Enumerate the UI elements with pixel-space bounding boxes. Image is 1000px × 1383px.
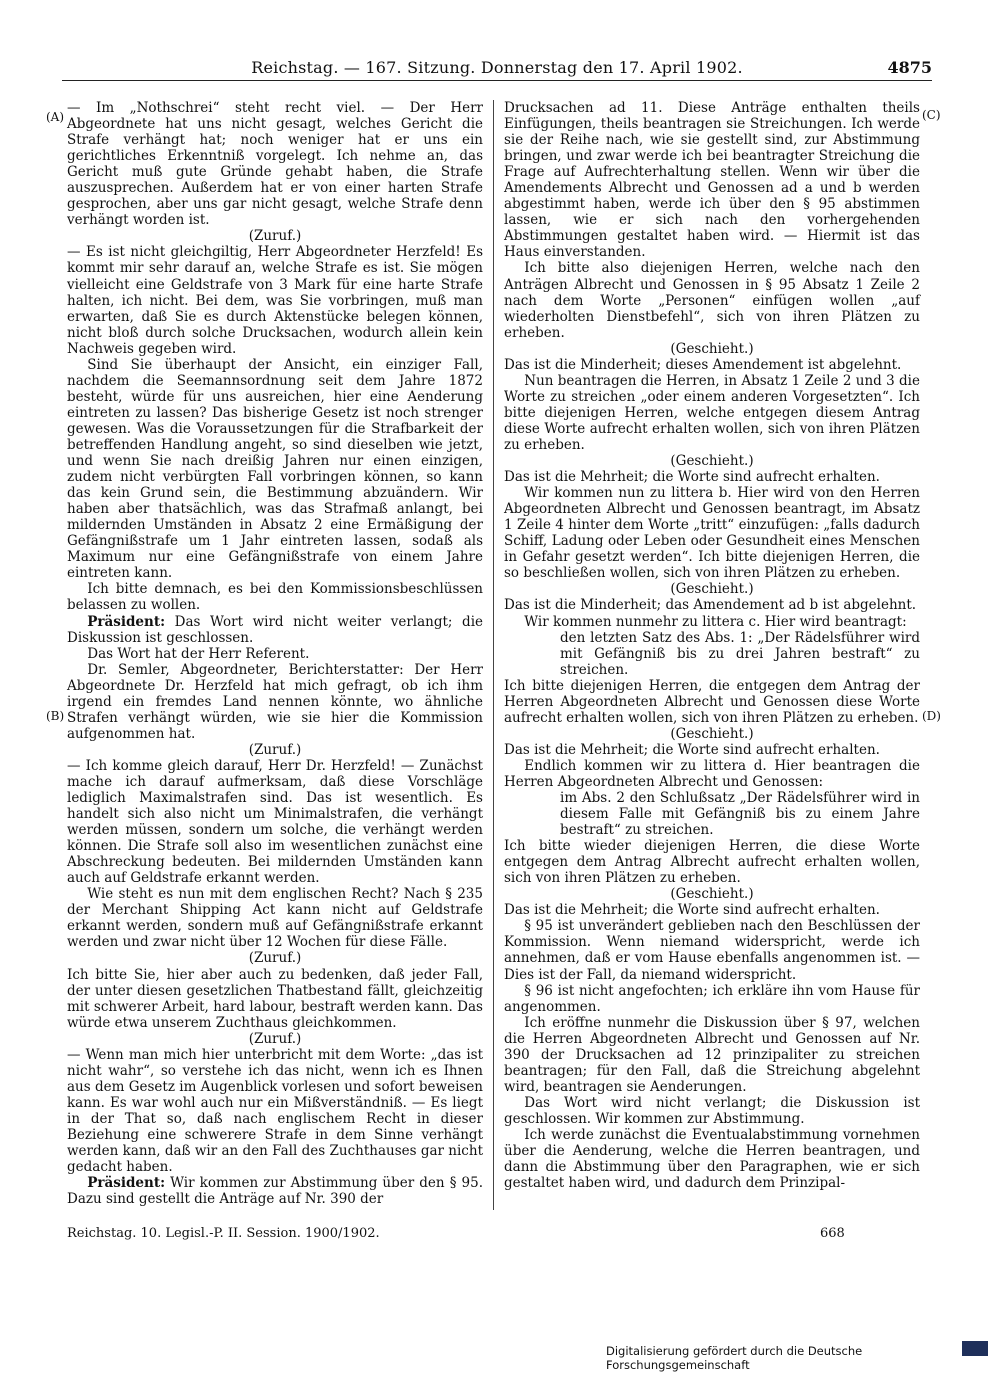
dfg-logo xyxy=(962,1341,988,1356)
paragraph xyxy=(67,244,483,356)
paragraph xyxy=(67,758,483,886)
paragraph-text: Ich werde zunächst die Eventualabstimmung vornehmen über die Aenderung, welche die Herren beantragen, und dann die Abstimmung über den Paragraphen, wie er sich gestaltet haben wird, und dadurch dem Prinzipal- xyxy=(504,1127,920,1192)
paragraph-text: Wie steht es nun mit dem englischen Recht? Nach § 235 der Merchant Shipping Act kann nicht auf Geldstrafe erkannt werden, sondern muß auf Gefängnißstrafe erkannt werden und zwar nicht über 12 Wochen für diese Fälle. xyxy=(67,886,483,951)
paragraph xyxy=(504,357,920,373)
paragraph-text: Ich bitte also diejenigen Herren, welche nach den Anträgen Albrecht und Genossen in § 95 Absatz 1 Zeile 2 nach dem Worte „Personen“ einfügen wollen „auf wiederholten Dienstbefehl“, sich von ihren Plätzen zu erheben. xyxy=(504,260,920,341)
paragraph-text: (Geschieht.) xyxy=(670,886,754,903)
paragraph-text: — Ich komme gleich darauf, Herr Dr. Herzfeld! — Zunächst mache ich darauf aufmerksam, daß diese Vorschläge lediglich Maximalstrafen sind. Das ist wesentlich. Es handelt sich also nicht um Minimalstrafen, die verhängt werden müssen, sondern um solche, die verhängt werden können. Die Strafe soll also im wesentlichen zunächst eine Abschreckung bedeuten. Bei mildernden Umständen kann auch auf Geldstrafe erkannt werden. xyxy=(67,757,483,887)
right-text-column xyxy=(504,100,920,1191)
paragraph-text: (Zuruf.) xyxy=(248,1030,302,1047)
paragraph xyxy=(67,228,483,244)
paragraph-text: (Geschieht.) xyxy=(670,725,754,742)
paragraph-text: Das Wort hat der Herr Referent. xyxy=(87,645,310,662)
paragraph xyxy=(67,614,483,646)
footer-sheet-number: 668 xyxy=(820,1226,845,1241)
paragraph xyxy=(504,373,920,453)
paragraph-text: — Es ist nicht gleichgiltig, Herr Abgeordneter Herzfeld! Es kommt mir sehr darauf an, welche Strafe es ist. Sie mögen vielleicht eine Geldstrafe von 3 Mark für eine harte Strafe halten, ich nicht. Bei dem, was Sie vorbringen, muß man erwarten, daß Sie es durch Aktenstücke belegen können, nicht bloß durch solche Drucksachen, wodurch allein kein Nachweis gegeben wird. xyxy=(67,244,483,357)
paragraph xyxy=(504,453,920,469)
paragraph xyxy=(67,357,483,582)
paragraph xyxy=(67,950,483,966)
paragraph xyxy=(504,838,920,886)
paragraph xyxy=(504,260,920,340)
paragraph-text: (Zuruf.) xyxy=(248,228,302,245)
paragraph-text: Ich bitte Sie, hier aber auch zu bedenken, daß jeder Fall, der unter diesen gesetzlichen Thatbestand fällt, gleichzeitig mit schwerer Arbeit, hard labour, bestraft werden kann. Das würde etwa unserem Zuchthaus gleichkommen. xyxy=(67,966,483,1031)
paragraph-text: Das ist die Mehrheit; die Worte sind aufrecht erhalten. xyxy=(504,469,880,486)
paragraph-text: — Wenn man mich hier unterbricht mit dem Worte: „das ist nicht wahr“, so verstehe ich das nicht, wenn ich es Ihnen aus dem Gesetz im Augenblick vorlesen und sofort beweisen kann. Es war wohl auch nur ein Mißverständniß. — Es liegt in der That so, daß nach englischem Recht in dieser Beziehung eine schwerere Strafe in dem Sinne verhängt werden kann, daß wir an den Fall des Zuchthauses gar nicht gedacht haben. xyxy=(67,1046,483,1176)
paragraph-text: im Abs. 2 den Schlußsatz „Der Rädelsführer wird in diesem Falle mit Gefängniß bis zu einem Jahre bestraft“ zu streichen. xyxy=(560,790,920,839)
paragraph-text: Ich bitte demnach, es bei den Kommissionsbeschlüssen belassen zu wollen. xyxy=(67,581,483,614)
paragraph-text: Endlich kommen wir zu littera d. Hier beantragen die Herren Abgeordneten Albrecht und Genossen: xyxy=(504,757,920,790)
paragraph-text: § 95 ist unverändert geblieben nach den Beschlüssen der Kommission. Wenn niemand widerspricht, werde ich annehmen, daß er vom Hause ebenfalls angenommen ist. — Dies ist der Fall, da niemand widerspricht. xyxy=(504,918,920,983)
paragraph xyxy=(67,967,483,1031)
paragraph xyxy=(504,581,920,597)
paragraph xyxy=(504,742,920,758)
paragraph xyxy=(504,678,920,726)
paragraph xyxy=(504,983,920,1015)
paragraph xyxy=(560,790,920,838)
paragraph xyxy=(504,726,920,742)
paragraph xyxy=(67,1175,483,1207)
page-header xyxy=(62,58,932,81)
paragraph-text: (Zuruf.) xyxy=(248,950,302,967)
margin-marker-d: (D) xyxy=(922,709,941,723)
paragraph xyxy=(504,902,920,918)
paragraph-text: (Geschieht.) xyxy=(670,453,754,470)
paragraph xyxy=(67,100,483,228)
paragraph-text: Ich eröffne nunmehr die Diskussion über § 97, welchen die Herren Abgeordneten Albrecht und Genossen auf Nr. 390 der Drucksachen ad 12 prinzipaliter zu streichen beantragen; für den Fall, daß die Streichung abgelehnt wird, beantragen sie Aenderungen. xyxy=(504,1014,920,1095)
paragraph xyxy=(67,742,483,758)
paragraph xyxy=(67,886,483,950)
digitization-note: Digitalisierung gefördert durch die Deutsche Forschungsgemeinschaft xyxy=(606,1344,863,1372)
margin-marker-a: (A) xyxy=(46,110,65,124)
paragraph xyxy=(504,1095,920,1127)
paragraph-text: den letzten Satz des Abs. 1: „Der Rädelsführer wird mit Gefängniß bis zu drei Jahren bestraft“ zu streichen. xyxy=(560,629,920,678)
speaker-label: Präsident: xyxy=(87,1175,166,1192)
paragraph-text: Das ist die Mehrheit; die Worte sind aufrecht erhalten. xyxy=(504,902,880,919)
paragraph-text: Dr. Semler, Abgeordneter, Berichterstatter: Der Herr Abgeordnete Dr. Herzfeld hat mich gefragt, ob ich ihm irgend ein fremdes Land nennen könnte, wo ähnliche Strafen verhängt würden, wie sie hier die Kommission aufgenommen hat. xyxy=(67,661,483,742)
paragraph xyxy=(560,630,920,678)
paragraph xyxy=(504,597,920,613)
paragraph-text: Das Wort wird nicht weiter verlangt; die Diskussion ist geschlossen. xyxy=(67,613,483,646)
paragraph xyxy=(504,100,920,260)
paragraph-text: Ich bitte wieder diejenigen Herren, die diese Worte entgegen dem Antrag Albrecht aufrecht erhalten wollen, sich von ihren Plätzen zu erheben. xyxy=(504,838,920,887)
paragraph xyxy=(504,469,920,485)
paragraph-text: Das ist die Mehrheit; die Worte sind aufrecht erhalten. xyxy=(504,741,880,758)
paragraph-text: Wir kommen nunmehr zu littera c. Hier wird beantragt: xyxy=(524,613,907,630)
paragraph xyxy=(67,646,483,662)
paragraph-text: Das ist die Minderheit; dieses Amendement ist abgelehnt. xyxy=(504,356,902,373)
paragraph xyxy=(504,485,920,581)
margin-marker-c: (C) xyxy=(922,108,941,122)
header-title: Reichstag. — 167. Sitzung. Donnerstag den 17. April 1902. xyxy=(251,58,743,77)
paragraph xyxy=(504,614,920,630)
left-text-column xyxy=(67,100,483,1207)
paragraph-text: — Im „Nothschrei“ steht recht viel. — Der Herr Abgeordnete hat uns nicht gesagt, welches Gericht die Strafe verhängt hat; noch weniger hat er uns ein gerichtliches Erkenntniß vorgelegt. Ich nehme an, das Gericht muß gute Gründe gehabt haben, die Strafe auszusprechen. Außerdem hat er von einer harten Strafe gesprochen, aber uns gar nicht gesagt, welche Strafe denn verhängt worden ist. xyxy=(67,100,483,229)
paragraph-text: (Zuruf.) xyxy=(248,741,302,758)
paragraph-text: Das Wort wird nicht verlangt; die Diskussion ist geschlossen. Wir kommen zur Abstimmung. xyxy=(504,1094,920,1127)
paragraph-text: Sind Sie überhaupt der Ansicht, ein einziger Fall, nachdem die Seemannsordnung seit dem Jahre 1872 besteht, würde für uns ausreichen, hier eine Aenderung eintreten zu lassen? Das bisherige Gesetz ist noch strenger gewesen. Was die Voraussetzungen für die Strafbarkeit der betreffenden Handlung angeht, so sind dieselben wie jetzt, und wenn Sie nach dreißig Jahren nur einen einzigen, zudem nicht verbürgten Fall vorbringen können, so kann das kein Grund sein, die Bestimmung abzuändern. Wir haben aber thatsächlich, was das Strafmaß anlangt, bei mildernden Umständen in Absatz 2 eine Ermäßigung der Gefängnißstrafe um 1 Jahr eintreten lassen, sodaß als Maximum nur eine Gefängnißstrafe von einem Jahre eintreten kann. xyxy=(67,356,483,582)
paragraph xyxy=(504,341,920,357)
paragraph-text: Wir kommen nun zu littera b. Hier wird von den Herren Abgeordneten Albrecht und Genossen beantragt, im Absatz 1 Zeile 4 hinter dem Worte „tritt“ einzufügen: „falls dadurch Schiff, Ladung oder Leben oder Gesundheit eines Menschen in Gefahr gesetzt werden“. Ich bitte diejenigen Herren, die so beschließen wollen, sich von ihren Plätzen zu erheben. xyxy=(504,485,920,582)
paragraph xyxy=(504,886,920,902)
footer-session-info: Reichstag. 10. Legisl.-P. II. Session. 1900/1902. xyxy=(67,1226,380,1241)
paragraph-text: Drucksachen ad 11. Diese Anträge enthalten theils Einfügungen, theils beantragen sie Streichungen. Ich werde sie der Reihe nach, wie sie gestellt sind, zur Abstimmung bringen, und zwar werde ich bei beantragter Streichung die Frage auf Aufrechterhaltung stellen. Wenn wir über die Amendements Albrecht und Genossen ad a und b werden abgestimmt haben, werde ich über den § 95 abstimmen lassen, wie er sich nach den vorhergehenden Abstimmungen gestaltet haben wird. — Hiermit ist das Haus einverstanden. xyxy=(504,100,920,261)
paragraph-text: Das ist die Minderheit; das Amendement ad b ist abgelehnt. xyxy=(504,597,917,614)
column-divider xyxy=(493,100,494,1210)
paragraph xyxy=(67,662,483,742)
paragraph-text: Wir kommen zur Abstimmung über den § 95. Dazu sind gestellt die Anträge auf Nr. 390 der xyxy=(67,1175,483,1208)
page-number: 4875 xyxy=(887,58,932,77)
paragraph-text: (Geschieht.) xyxy=(670,340,754,357)
paragraph xyxy=(504,758,920,790)
paragraph-text: § 96 ist nicht angefochten; ich erkläre ihn vom Hause für angenommen. xyxy=(504,982,920,1015)
paragraph xyxy=(67,1047,483,1175)
paragraph-text: (Geschieht.) xyxy=(670,581,754,598)
margin-marker-b: (B) xyxy=(46,709,65,723)
paragraph xyxy=(67,581,483,613)
paragraph-text: Nun beantragen die Herren, in Absatz 1 Zeile 2 und 3 die Worte zu streichen „oder einem anderen Vorgesetzten“. Ich bitte diejenigen Herren, welche entgegen diesem Antrag diese Worte aufrecht erhalten wollen, sich von ihren Plätzen zu erheben. xyxy=(504,372,920,453)
paragraph xyxy=(504,918,920,982)
paragraph xyxy=(504,1127,920,1191)
speaker-label: Präsident: xyxy=(87,613,166,630)
paragraph-text: Ich bitte diejenigen Herren, die entgegen dem Antrag der Herren Abgeordneten Albrecht und Genossen diese Worte aufrecht erhalten wollen, sich von ihren Plätzen zu erheben. xyxy=(504,677,920,726)
paragraph xyxy=(504,1015,920,1095)
paragraph xyxy=(67,1031,483,1047)
